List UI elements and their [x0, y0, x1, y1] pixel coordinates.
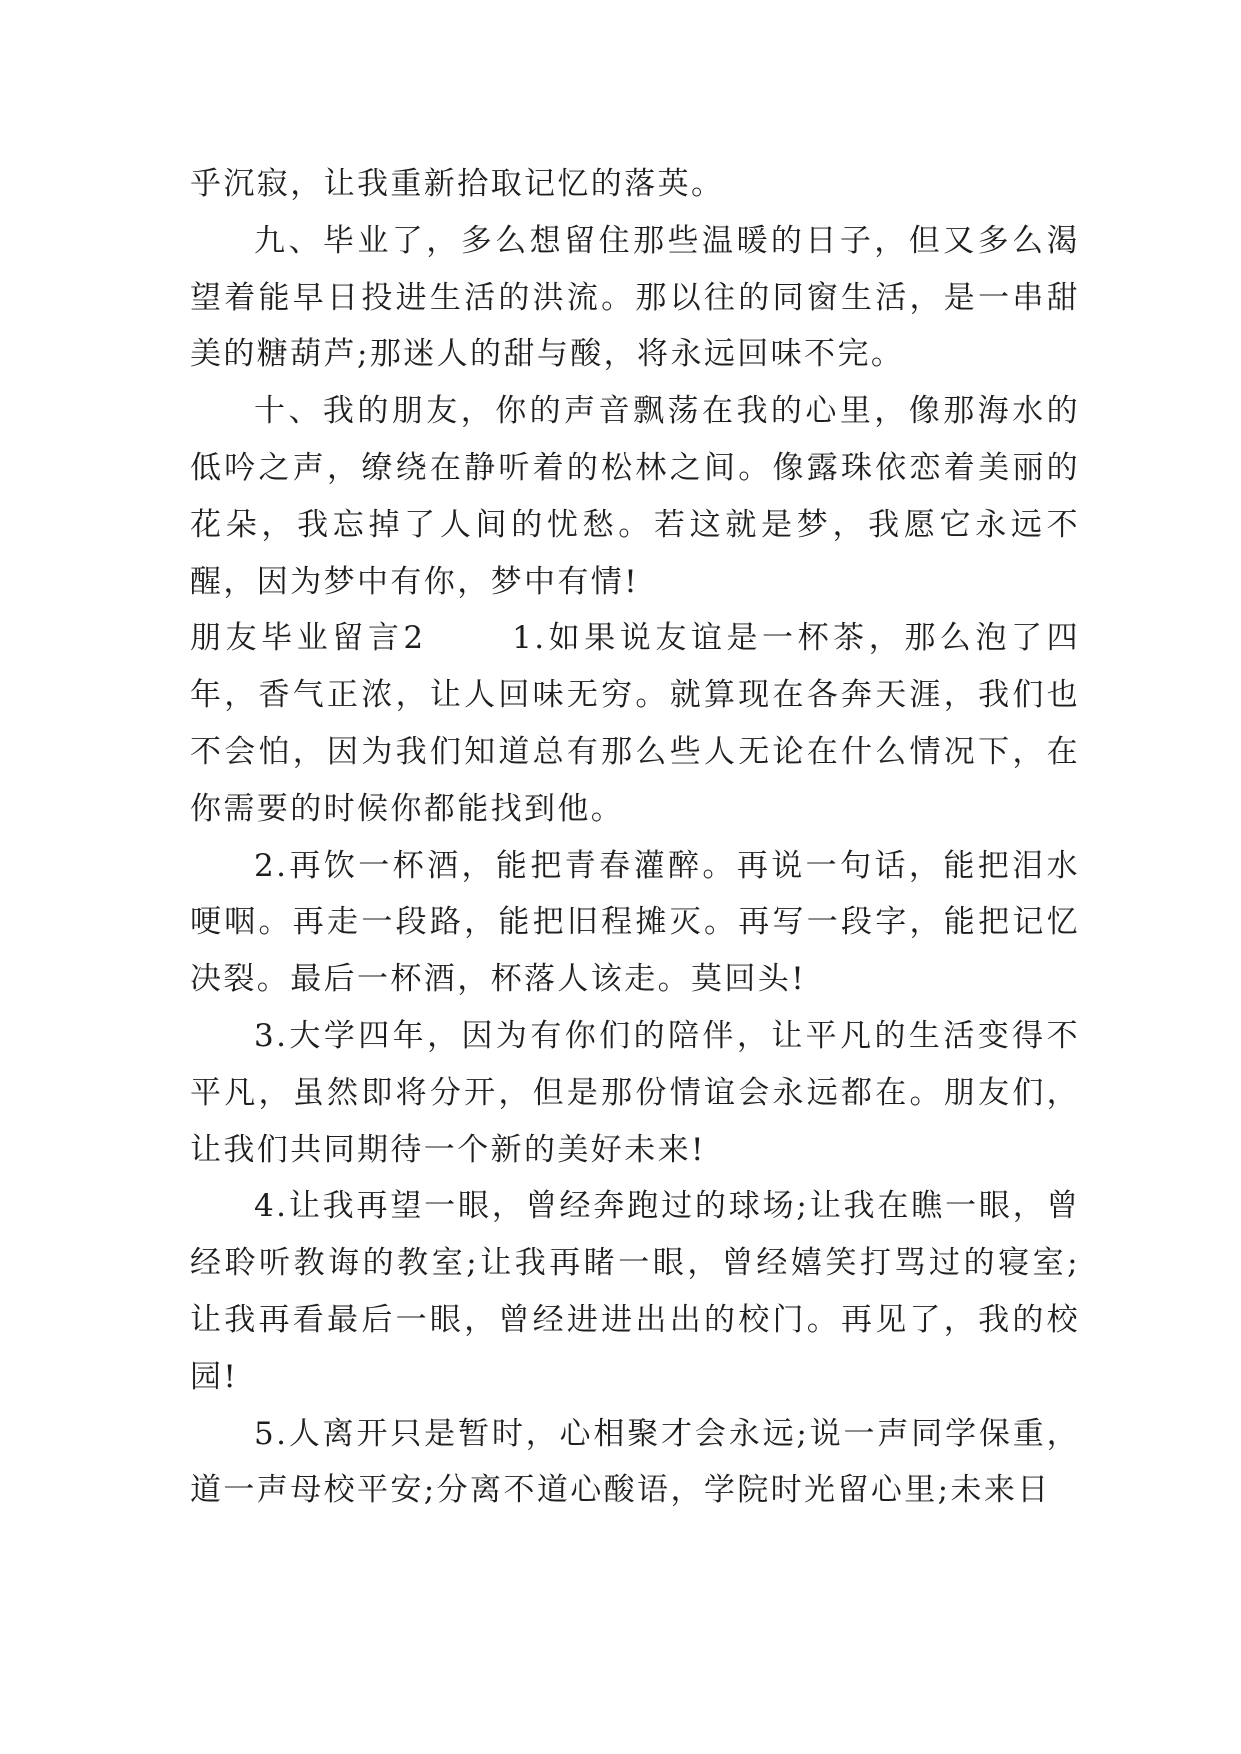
paragraph: 十、我的朋友，你的声音飘荡在我的心里，像那海水的低吟之声，缭绕在静听着的松林之间。像露珠依恋着美丽的花朵，我忘掉了人间的忧愁。若这就是梦，我愿它永远不醒，因为梦中有你，梦中有情!: [190, 393, 1080, 600]
paragraph: 5.人离开只是暂时，心相聚才会永远;说一声同学保重，道一声母校平安;分离不道心酸语，学院时光留心里;未来日: [190, 1415, 1080, 1509]
paragraph: 九、毕业了，多么想留住那些温暖的日子，但又多么渴望着能早日投进生活的洪流。那以往的同窗生活，是一串甜美的糖葫芦;那迷人的甜与酸，将永远回味不完。: [190, 222, 1080, 373]
paragraph: 2.再饮一杯酒，能把青春灌醉。再说一句话，能把泪水哽咽。再走一段路，能把旧程摊灭。再写一段字，能把记忆决裂。最后一杯酒，杯落人该走。莫回头!: [190, 847, 1080, 998]
paragraph: 乎沉寂，让我重新拾取记忆的落英。: [190, 166, 725, 202]
paragraph: 3.大学四年，因为有你们的陪伴，让平凡的生活变得不平凡，虽然即将分开，但是那份情谊会永远都在。朋友们，让我们共同期待一个新的美好未来!: [190, 1017, 1080, 1168]
paragraph: 4.让我再望一眼，曾经奔跑过的球场;让我在瞧一眼，曾经聆听教诲的教室;让我再睹一眼，曾经嬉笑打骂过的寝室;让我再看最后一眼，曾经进进出出的校门。再见了，我的校园!: [190, 1188, 1080, 1395]
document-page: [190, 156, 1080, 1519]
section-heading-paragraph: 朋友毕业留言2 1.如果说友谊是一杯茶，那么泡了四年，香气正浓，让人回味无穷。就算现在各奔天涯，我们也不会怕，因为我们知道总有那么些人无论在什么情况下，在你需要的时候你都能找到他。: [190, 620, 1080, 827]
